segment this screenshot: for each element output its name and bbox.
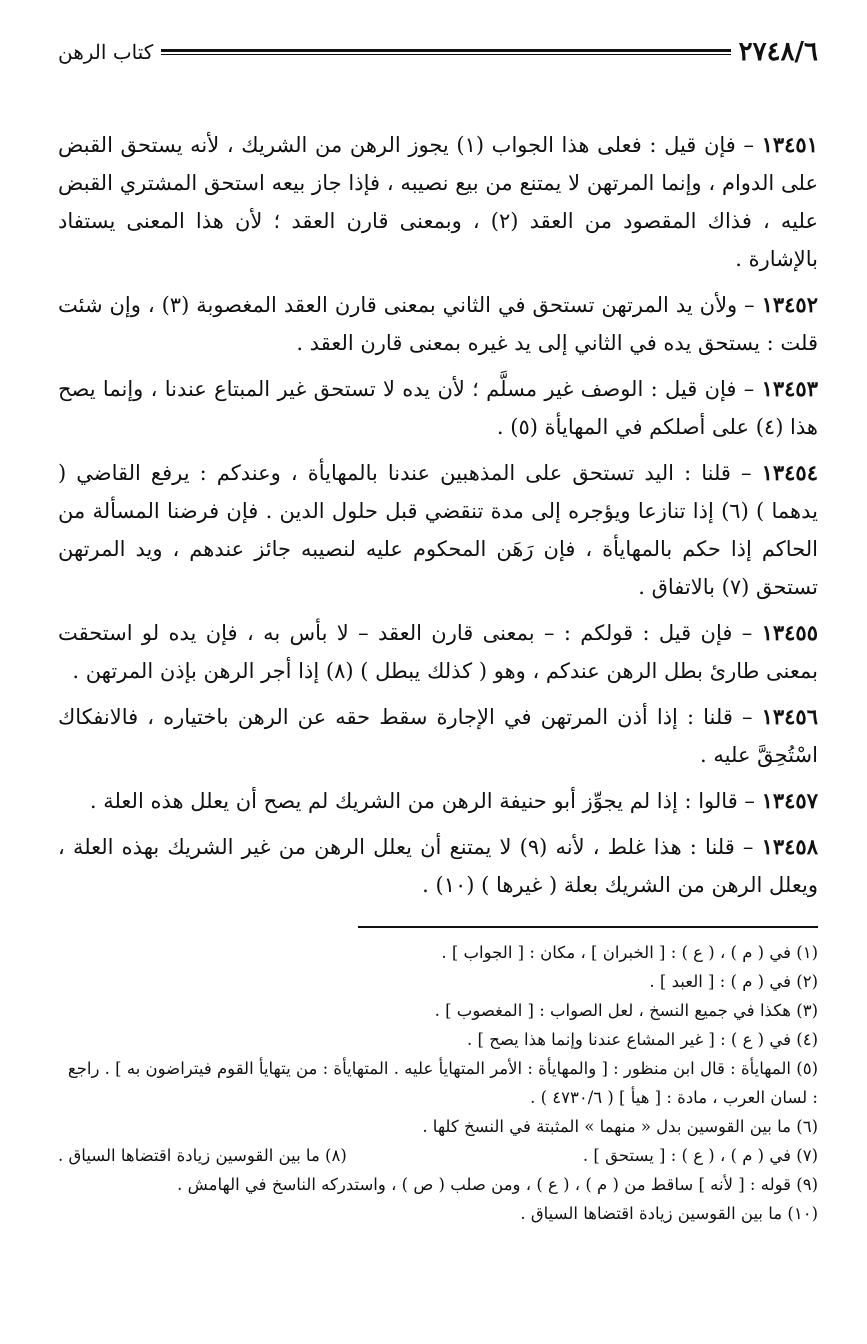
footnote: (٢) في ( م ) : [ العبد ] .	[649, 972, 818, 991]
paragraph-text: – قالوا : إذا لم يجوِّز أبو حنيفة الرهن من الشريك لم يصح أن يعلل هذه العلة .	[89, 789, 762, 813]
paragraph-number: ١٣٤٥٢	[761, 292, 818, 317]
paragraph-number: ١٣٤٥٤	[761, 460, 818, 485]
footnote: (٤) في ( ع ) : [ غير المشاع عندنا وإنما هذا يصح ] .	[467, 1030, 818, 1049]
paragraph	[58, 286, 818, 362]
page-number: ٢٧٤٨/٦	[738, 37, 818, 67]
footnote: (٣) هكذا في جميع النسخ ، لعل الصواب : [ المغصوب ] .	[434, 1001, 818, 1020]
paragraph-text: – قلنا : اليد تستحق على المذهبين عندنا بالمهايأة ، وعندكم : يرفع القاضي ( يدهما ) (٦) إذا تنازعا ويؤجره إلى مدة تنقضي قبل حلول الدين . فإن فرضنا المسألة من الحاكم إذا حكم بالمهايأة ، فإن رَهَن المحكوم عليه لنصيبه جائز عندهم ، ويد المرتهن تستحق (٧) بالاتفاق .	[58, 461, 818, 599]
footnote-separator	[358, 926, 818, 928]
paragraph-text: – ولأن يد المرتهن تستحق في الثاني بمعنى قارن العقد المغصوبة (٣) ، وإن شئت قلت : يستحق يده في الثاني إلى يد غيره بمعنى قارن العقد .	[58, 293, 818, 355]
paragraph	[58, 370, 818, 446]
footnote: (٩) قوله : [ لأنه ] ساقط من ( م ) ، ( ع ) ، ومن صلب ( ص ) ، واستدركه الناسخ في الهامش .	[177, 1175, 818, 1194]
paragraph-number: ١٣٤٥٥	[761, 620, 818, 645]
footnote-row	[58, 1141, 818, 1170]
paragraph	[58, 454, 818, 606]
paragraph-text: – فإن قيل : الوصف غير مسلَّم ؛ لأن يده لا تستحق غير المبتاع عندنا ، وإنما يصح هذا (٤) على أصلكم في المهايأة (٥) .	[58, 377, 818, 439]
footnotes	[58, 938, 818, 1228]
paragraph	[58, 828, 818, 904]
footnote: (٦) ما بين القوسين بدل « منهما » المثبتة في النسخ كلها .	[422, 1117, 818, 1136]
paragraph	[58, 614, 818, 690]
main-text	[58, 126, 818, 904]
paragraph	[58, 698, 818, 774]
paragraph	[58, 782, 818, 820]
paragraph-number: ١٣٤٥١	[761, 132, 818, 157]
footnote: (١٠) ما بين القوسين زيادة اقتضاها السياق .	[520, 1204, 818, 1223]
header-rule	[161, 49, 730, 55]
paragraph-number: ١٣٤٥٧	[761, 788, 818, 813]
book-title: كتاب الرهن	[58, 40, 154, 64]
paragraph-text: – قلنا : إذا أذن المرتهن في الإجارة سقط حقه عن الرهن باختياره ، فالانفكاك اسْتُحِقَّ عليه .	[58, 705, 818, 767]
footnote: (١) في ( م ) ، ( ع ) : [ الخبران ] ، مكان : [ الجواب ] .	[441, 943, 818, 962]
paragraph-number: ١٣٤٥٣	[761, 376, 818, 401]
paragraph-number: ١٣٤٥٦	[761, 704, 818, 729]
page-header	[58, 30, 818, 74]
footnote: (٨) ما بين القوسين زيادة اقتضاها السياق .	[58, 1146, 347, 1165]
paragraph-number: ١٣٤٥٨	[761, 834, 818, 859]
paragraph-text: – فإن قيل : فعلى هذا الجواب (١) يجوز الرهن من الشريك ، لأنه يستحق القبض على الدوام ، وإنما المرتهن لا يمتنع من بيع نصيبه ، فإذا جاز بيعه استحق المشتري القبض عليه ، فذاك المقصود من العقد (٢) ، وبمعنى قارن العقد ؛ لأن هذا المعنى يستفاد بالإشارة .	[58, 133, 818, 271]
book-page	[58, 30, 818, 1228]
paragraph-text: – فإن قيل : قولكم : – بمعنى قارن العقد – لا بأس به ، فإن يده لو استحقت بمعنى طارئ بطل الرهن عندكم ، وهو ( كذلك يبطل ) (٨) إذا أجر الرهن بإذن المرتهن .	[58, 621, 818, 683]
footnote: (٥) المهايأة : قال ابن منظور : [ والمهايأة : الأمر المتهايأ عليه . المتهايأة : من يتهايأ القوم فيتراضون به ] . راجع : لسان العرب ، مادة : [ هيأ ] ( ٤٧٣٠/٦ ) .	[67, 1059, 818, 1107]
paragraph	[58, 126, 818, 278]
paragraph-text: – قلنا : هذا غلط ، لأنه (٩) لا يمتنع أن يعلل الرهن من غير الشريك بهذه العلة ، ويعلل الرهن من الشريك بعلة ( غيرها ) (١٠) .	[58, 835, 818, 897]
footnote: (٧) في ( م ) ، ( ع ) : [ يستحق ] .	[582, 1146, 818, 1165]
